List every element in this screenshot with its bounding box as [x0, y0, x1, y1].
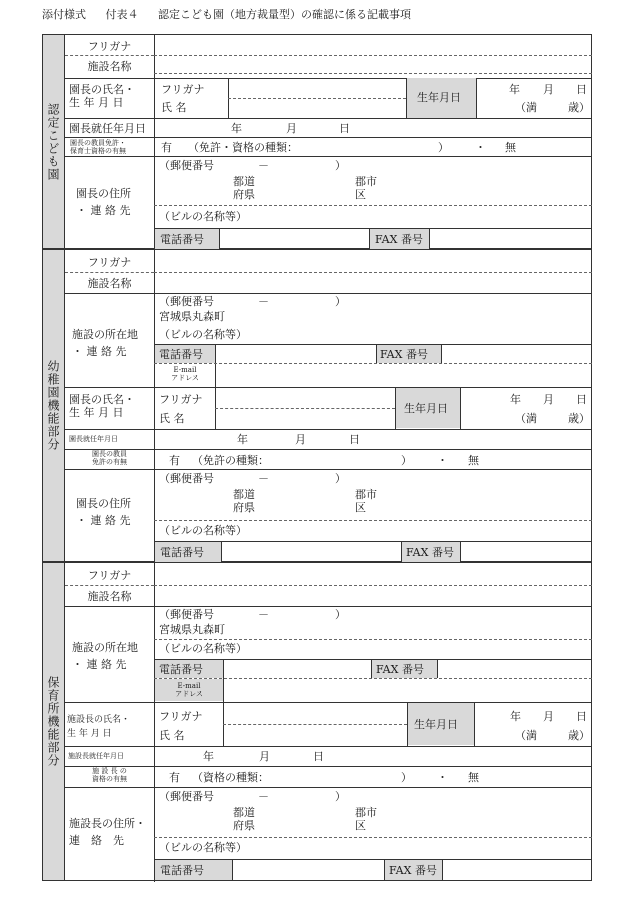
director-furigana-label: フリガナ — [159, 710, 203, 723]
building-label: （ビルの名称等） — [159, 841, 247, 854]
address-label: 施設長の住所・ 連 絡 先 — [69, 817, 146, 847]
location-label: 施設の所在地 ・ 連 絡 先 — [72, 328, 138, 358]
fax-label: FAX 番号 — [375, 233, 423, 246]
age-open-label: （満 — [515, 729, 537, 742]
age-close-label: 歳） — [568, 729, 590, 742]
postal-label: （郵便番号 － ） — [159, 472, 346, 485]
year-label: 年 — [510, 393, 521, 406]
form-table-no: 付表４ — [105, 8, 139, 21]
director-furigana-label: フリガナ — [159, 393, 203, 406]
director-name-field-label: 氏 名 — [161, 101, 187, 114]
postal-label: （郵便番号 － ） — [159, 608, 346, 621]
appt-day-label: 日 — [313, 750, 324, 763]
appt-month-label: 月 — [286, 122, 297, 135]
license-dot: ・ — [475, 141, 486, 154]
section-nintei — [42, 34, 592, 249]
form-title — [42, 6, 427, 22]
birthdate-label: 生年月日 — [417, 91, 461, 104]
license-none: 無 — [468, 454, 479, 467]
address-label: 園長の住所 ・ 連 絡 先 — [76, 187, 131, 217]
appt-year-label: 年 — [203, 750, 214, 763]
town-label: 宮城県丸森町 — [159, 310, 225, 323]
building-label: （ビルの名称等） — [159, 642, 247, 655]
postal-label: （郵便番号 － ） — [159, 790, 346, 803]
furigana-label: フリガナ — [87, 40, 132, 53]
license-label: 園長の教員 免許の有無 — [92, 450, 127, 466]
license-label: 施 設 長 の 資格の有無 — [92, 767, 127, 783]
tel-label: 電話番号 — [160, 864, 204, 877]
location-label: 施設の所在地 ・ 連 絡 先 — [72, 641, 138, 671]
appt-month-label: 月 — [295, 433, 306, 446]
city-label: 郡市 区 — [355, 806, 377, 832]
license-none: 無 — [468, 771, 479, 784]
birthdate-label: 生年月日 — [404, 402, 448, 415]
building-label: （ビルの名称等） — [159, 328, 247, 341]
license-type-label: （資格の種類： — [192, 771, 269, 784]
fax-label: FAX 番号 — [376, 663, 424, 676]
tel-label: 電話番号 — [159, 663, 203, 676]
appointment-date-label: 施設長就任年月日 — [68, 752, 124, 760]
fax-label: FAX 番号 — [380, 348, 428, 361]
director-furigana-label: フリガナ — [161, 83, 205, 96]
furigana-label: フリガナ — [87, 256, 132, 269]
pref-label: 都道 府県 — [233, 488, 255, 514]
license-none: 無 — [505, 141, 516, 154]
section-label-nursery: 保育所機能部分 — [43, 563, 65, 880]
director-name-label: 施設長の氏名・ 生 年 月 日 — [67, 715, 131, 739]
facility-name-label: 施設名称 — [87, 60, 132, 73]
tel-label: 電話番号 — [160, 546, 204, 559]
age-open-label: （満 — [515, 412, 537, 425]
postal-label: （郵便番号 － ） — [159, 159, 346, 172]
appt-year-label: 年 — [237, 433, 248, 446]
month-label: 月 — [543, 710, 554, 723]
form-title-text: 認定こども園（地方裁量型）の確認に係る記載事項 — [158, 8, 411, 21]
section-kindergarten — [42, 249, 592, 562]
license-label: 園長の教員免許・ 保育士資格の有無 — [70, 139, 126, 155]
appt-month-label: 月 — [259, 750, 270, 763]
license-type-label: （免許・資格の種類： — [188, 141, 298, 154]
license-close: ） — [401, 454, 412, 467]
building-label: （ビルの名称等） — [159, 210, 247, 223]
fax-label: FAX 番号 — [406, 546, 454, 559]
appt-year-label: 年 — [231, 122, 242, 135]
license-type-label: （免許の種類： — [192, 454, 269, 467]
postal-label: （郵便番号 － ） — [159, 295, 346, 308]
year-label: 年 — [510, 710, 521, 723]
section-label-nintei: 認定こども園 — [43, 35, 65, 248]
appt-day-label: 日 — [349, 433, 360, 446]
building-label: （ビルの名称等） — [159, 524, 247, 537]
tel-label: 電話番号 — [159, 348, 203, 361]
age-close-label: 歳） — [568, 101, 590, 114]
city-label: 郡市 区 — [355, 488, 377, 514]
section-nursery — [42, 562, 592, 881]
age-close-label: 歳） — [568, 412, 590, 425]
director-name-label: 園長の氏名・ 生 年 月 日 — [69, 83, 135, 109]
day-label: 日 — [576, 83, 587, 96]
license-yes: 有 — [169, 454, 180, 467]
tel-label: 電話番号 — [160, 233, 204, 246]
day-label: 日 — [576, 710, 587, 723]
day-label: 日 — [576, 393, 587, 406]
city-label: 郡市 区 — [355, 175, 377, 201]
director-name-field-label: 氏 名 — [159, 412, 185, 425]
address-label: 園長の住所 ・ 連 絡 先 — [76, 497, 131, 527]
email-label: E-mail アドレス — [175, 682, 203, 698]
license-dot: ・ — [437, 454, 448, 467]
director-name-label: 園長の氏名・ 生 年 月 日 — [69, 393, 135, 419]
year-label: 年 — [509, 83, 520, 96]
section-label-kindergarten: 幼稚園機能部分 — [43, 250, 65, 561]
month-label: 月 — [543, 393, 554, 406]
license-close: ） — [401, 771, 412, 784]
furigana-label: フリガナ — [87, 569, 132, 582]
birthdate-label: 生年月日 — [414, 718, 458, 731]
town-label: 宮城県丸森町 — [159, 623, 225, 636]
age-open-label: （満 — [515, 101, 537, 114]
license-close: ） — [438, 141, 449, 154]
fax-label: FAX 番号 — [389, 864, 437, 877]
facility-name-label: 施設名称 — [87, 277, 132, 290]
appointment-date-label: 園長就任年月日 — [69, 435, 118, 443]
director-name-field-label: 氏 名 — [159, 729, 185, 742]
month-label: 月 — [543, 83, 554, 96]
license-dot: ・ — [437, 771, 448, 784]
pref-label: 都道 府県 — [233, 806, 255, 832]
appt-day-label: 日 — [339, 122, 350, 135]
email-label: E-mail アドレス — [171, 366, 199, 382]
form-prefix: 添付様式 — [42, 8, 86, 21]
license-yes: 有 — [169, 771, 180, 784]
facility-name-label: 施設名称 — [87, 590, 132, 603]
pref-label: 都道 府県 — [233, 175, 255, 201]
license-yes: 有 — [161, 141, 172, 154]
appointment-date-label: 園長就任年月日 — [69, 122, 146, 135]
